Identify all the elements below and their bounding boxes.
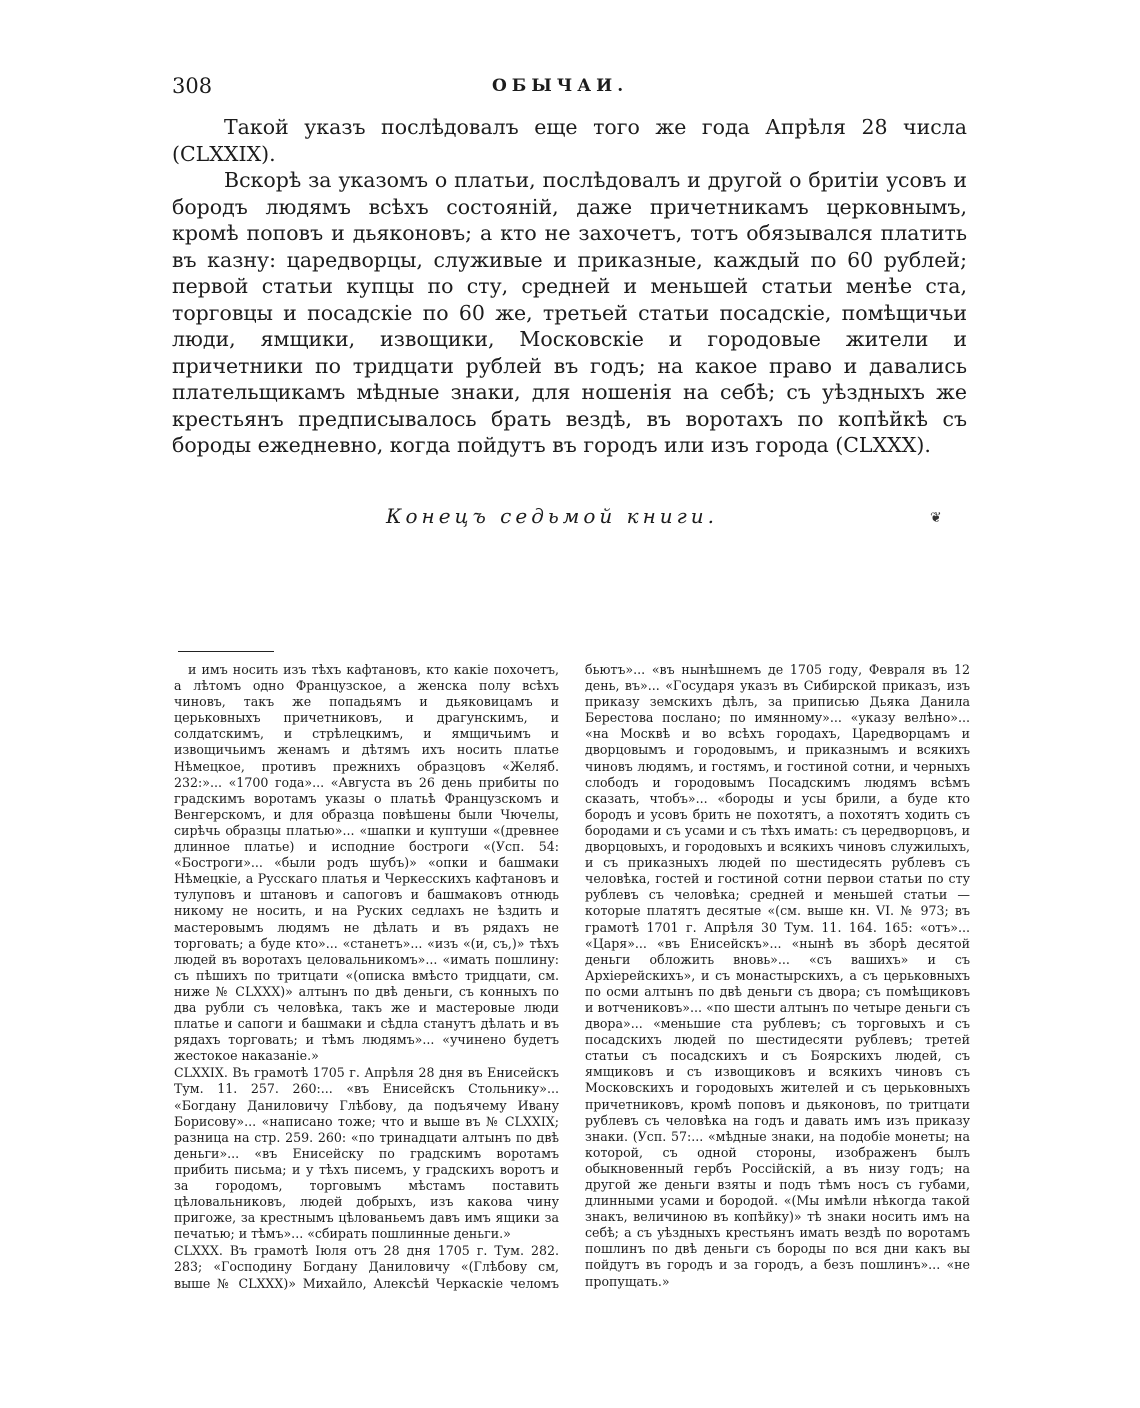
main-paragraph: Такой указъ послѣдовалъ еще того же года Апрѣля 28 числа (CLXXIX). [172,115,967,166]
footnotes [174,662,970,1302]
footnote-divider [178,651,274,652]
footnote: CLXXX. Въ грамотѣ Іюля отъ 28 дня 1705 г. Тум. 282. 283; «Господину Богдану Даниловичу «(Глѣбову см, выше № CLXXX)» Михайло, Алексѣй Черкаскіе челомъ бьютъ»... «въ нынѣшнемъ де 1705 году, Февраля въ 12 день, въ»... «Государя указъ въ Сибирской приказъ, изъ приказу земскихъ дѣлъ, за приписью Дьяка Данила Берестова послано; по имянному»... «указу велѣно»... «на Москвѣ и во всѣхъ городахъ, Царедворцамъ и дворцовымъ и городовымъ, и приказнымъ и всякихъ чиновъ людямъ, и гостямъ, и гостиной сотни, и черныхъ слободъ и городовымъ Посадскимъ людямъ всѣмъ сказать, чтобъ»... «бороды и усы брили, а буде кто бородъ и усовъ брить не похотятъ, а похотятъ ходить съ бородами и съ усами и съ тѣхъ имать: съ цередворцовъ, и дворцовыхъ, и городовыхъ и всякихъ чиновъ служилыхъ, и съ приказныхъ людей по шестидесять рублевъ съ человѣка, гостей и гостиной сотни первои статьи по сту рублевъ съ человѣка; средней и меньшей статьи — которые платятъ десятые «(см. выше кн. VI. № 973; въ грамотѣ 1701 г. Апрѣля 30 Тум. 11. 164. 165: «отъ»... «Царя»... «въ Енисейскъ»... «нынѣ въ зборѣ десятой деньги обложить вновь»... «съ вашихъ» и съ Архіерейскихъ», и съ монастырскихъ, а съ церьковныхъ по осми алтынъ по двѣ деньги съ двора; съ помѣщиковъ и вотчениковъ»... «по шести алтынъ по четыре деньги съ двора»... «меньшие ста рублевъ; съ торговыхъ и съ посадскихъ людей по шестидесяти рублевъ; третей статьи съ посадскихъ и съ Боярскихъ людей, съ ямщиковъ и съ извощиковъ и всякихъ чиновъ съ Московскихъ и городовыхъ жителей и съ церьковныхъ причетниковъ, кромѣ поповъ и дьяконовъ, по тритцати рублевъ съ человѣка на годъ и давать имъ изъ приказу знаки. (Усп. 57:... «мѣдные знаки, на подобіе монеты; на которой, съ одной стороны, изображенъ былъ обыкновенный гербъ Россійскій, а въ низу годъ; на другой же деньги взяты и подъ тѣмъ носъ съ губами, длинными усами и бородой. «(Мы имѣли нѣкогда такой знакъ, величиною въ копѣйку)» тѣ знаки носить имъ на себѣ; а съ уѣздныхъ крестьянъ имать вездѣ по воротамъ пошлинъ по двѣ деньги съ бороды по вся дни какъ вы пойдутъ въ городъ и за городъ, а безъ пошлинъ»... «не пропущать.» [174,662,970,1291]
page-number: 308 [172,74,213,98]
ornament-icon: ❦ [930,510,942,526]
footnote: CLXXIX. Въ грамотѣ 1705 г. Апрѣля 28 дня въ Енисейскъ Тум. 11. 257. 260:... «въ Енисейскъ Стольнику»... «Богдану Даниловичу Глѣбову, да подъячему Ивану Борисову»... «написано тоже; что и выше въ № CLXXIX; разница на стр. 259. 260: «по тринадцати алтынъ по двѣ деньги»... «въ Енисейску по градскимъ воротамъ прибить письма; и у тѣхъ писемъ, у градскихъ воротъ и за городомъ, торговымъ мѣстамъ поставить цѣловальниковъ, людей добрыхъ, изъ какова чину пригоже, за крестнымъ цѣлованьемъ давъ имъ ящики за печатью; и тѣмъ»... «сбирать пошлинные деньги.» [174,1065,559,1242]
main-text [172,114,967,459]
main-paragraph: Вскорѣ за указомъ о платьи, послѣдовалъ и другой о бритіи усовъ и бородъ людямъ всѣхъ состояній, даже причетникамъ церковнымъ, кромѣ поповъ и дьяконовъ; а кто не захочетъ, тотъ обязывался платить въ казну: царедворцы, служивые и приказные, каждый по 60 рублей; первой статьи купцы по сту, средней и меньшей статьи менѣе ста, торговцы и посадскіе по 60 же, третьей статьи посадскіе, помѣщичьи люди, ямщики, извощики, Московскіе и городовые жители и причетники по тридцати рублей въ годъ; на какое право и давались плательщикамъ мѣдные знаки, для ношенія на себѣ; съ уѣздныхъ же крестьянъ предписывалось брать вездѣ, въ воротахъ по копѣйкѣ съ бороды ежедневно, когда пойдутъ въ городъ или изъ города (CLXXX). [172,168,967,457]
running-title: ОБЫЧАИ. [492,76,629,96]
end-title: Конецъ седьмой книги. [386,504,718,528]
footnote: и имъ носить изъ тѣхъ кафтановъ, кто какіе похочетъ, а лѣтомъ одно Французское, а женска полу всѣхъ чиновъ, такъ же попадьямъ и дьяковицамъ и церьковныхъ причетниковъ, и драгунскимъ, и солдатскимъ, и стрѣлецкимъ, и ямщичьимъ и извощичьимъ женамъ и дѣтямъ ихъ носить платье Нѣмецкое, противъ прежнихъ образцовъ «Желяб. 232:»... «1700 года»... «Августа въ 26 день прибиты по градскимъ воротамъ указы о платьѣ Французскомъ и Венгерскомъ, и для образца повѣшены были Чючелы, сирѣчь образцы платью»... «шапки и куптуши «(древнее длинное платье) и исподние бостроги «(Усп. 54: «Бостроги»... «были родъ шубъ)» «опки и башмаки Нѣмецкіе, а Русскаго платья и Черкесскихъ кафтановъ и тулуповъ и штановъ и сапоговъ и башмаковъ отнюдь никому не носить, и на Руских седлахъ не ѣздить и мастеровымъ людямъ не дѣлать и въ рядахъ не торговать; а буде кто»... «станетъ»... «изъ «(и, съ,)» тѣхъ людей въ воротахъ целовальникомъ»... «имать пошлину: съ пѣшихъ по тритцати «(описка вмѣсто тридцати, см. ниже № CLXXX)» алтынъ по двѣ деньги, съ конныхъ по два рубли съ человѣка, такъ же и мастеровые люди платье и сапоги и башмаки и сѣдла станутъ дѣлать и въ рядахъ торговать; и тѣмъ людямъ»... «учинено будетъ жестокое наказаніе.» [174,662,559,1064]
